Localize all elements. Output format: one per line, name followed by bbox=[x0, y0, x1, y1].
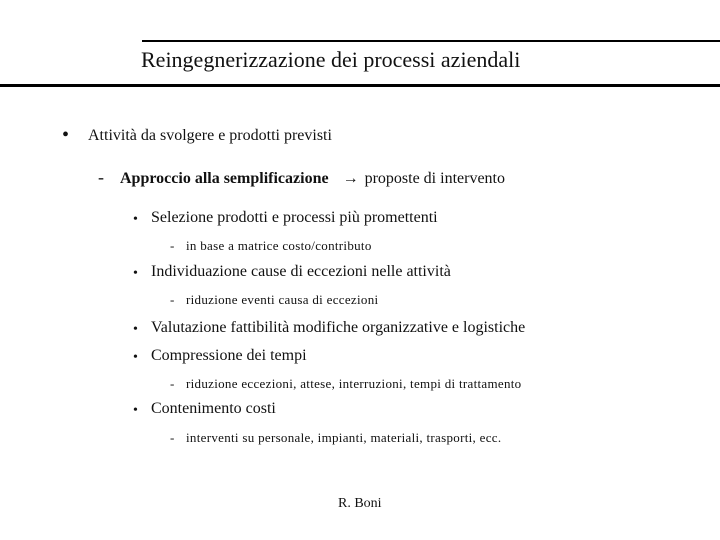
item-compressione: Compressione dei tempi bbox=[151, 347, 307, 364]
sub-item-interventi: interventi su personale, impianti, materiali, trasporti, ecc. bbox=[186, 430, 502, 445]
item-contenimento: Contenimento costi bbox=[151, 400, 276, 417]
right-arrow-icon: → bbox=[342, 170, 359, 187]
sub-item-dash: - bbox=[170, 430, 175, 445]
sub-item-riduzione-eventi: riduzione eventi causa di eccezioni bbox=[186, 292, 379, 307]
item-bullet-icon: • bbox=[133, 322, 138, 337]
level1-bullet-icon: • bbox=[62, 124, 70, 146]
title-rule-top bbox=[142, 40, 720, 42]
sub-item-dash: - bbox=[170, 292, 175, 307]
level2-bold-text: Approccio alla semplificazione bbox=[120, 170, 329, 187]
item-bullet-icon: • bbox=[133, 266, 138, 281]
level1-text: Attività da svolgere e prodotti previsti bbox=[88, 127, 332, 144]
level2-text: proposte di intervento bbox=[364, 170, 505, 187]
item-bullet-icon: • bbox=[133, 350, 138, 365]
slide-title: Reingegnerizzazione dei processi aziendali bbox=[141, 47, 521, 72]
level2-line bbox=[120, 170, 505, 188]
sub-item-dash: - bbox=[170, 376, 175, 391]
sub-item-riduzione-eccezioni: riduzione eccezioni, attese, interruzioni, tempi di trattamento bbox=[186, 376, 522, 391]
title-rule-bottom bbox=[0, 84, 720, 87]
sub-item-matrice: in base a matrice costo/contributo bbox=[186, 238, 372, 253]
item-selezione: Selezione prodotti e processi più promettenti bbox=[151, 209, 438, 226]
level2-dash: - bbox=[98, 167, 104, 187]
footer-author: R. Boni bbox=[338, 496, 382, 511]
item-bullet-icon: • bbox=[133, 403, 138, 418]
sub-item-dash: - bbox=[170, 238, 175, 253]
item-bullet-icon: • bbox=[133, 212, 138, 227]
item-individuazione: Individuazione cause di eccezioni nelle attività bbox=[151, 263, 451, 280]
item-valutazione: Valutazione fattibilità modifiche organizzative e logistiche bbox=[151, 319, 526, 336]
